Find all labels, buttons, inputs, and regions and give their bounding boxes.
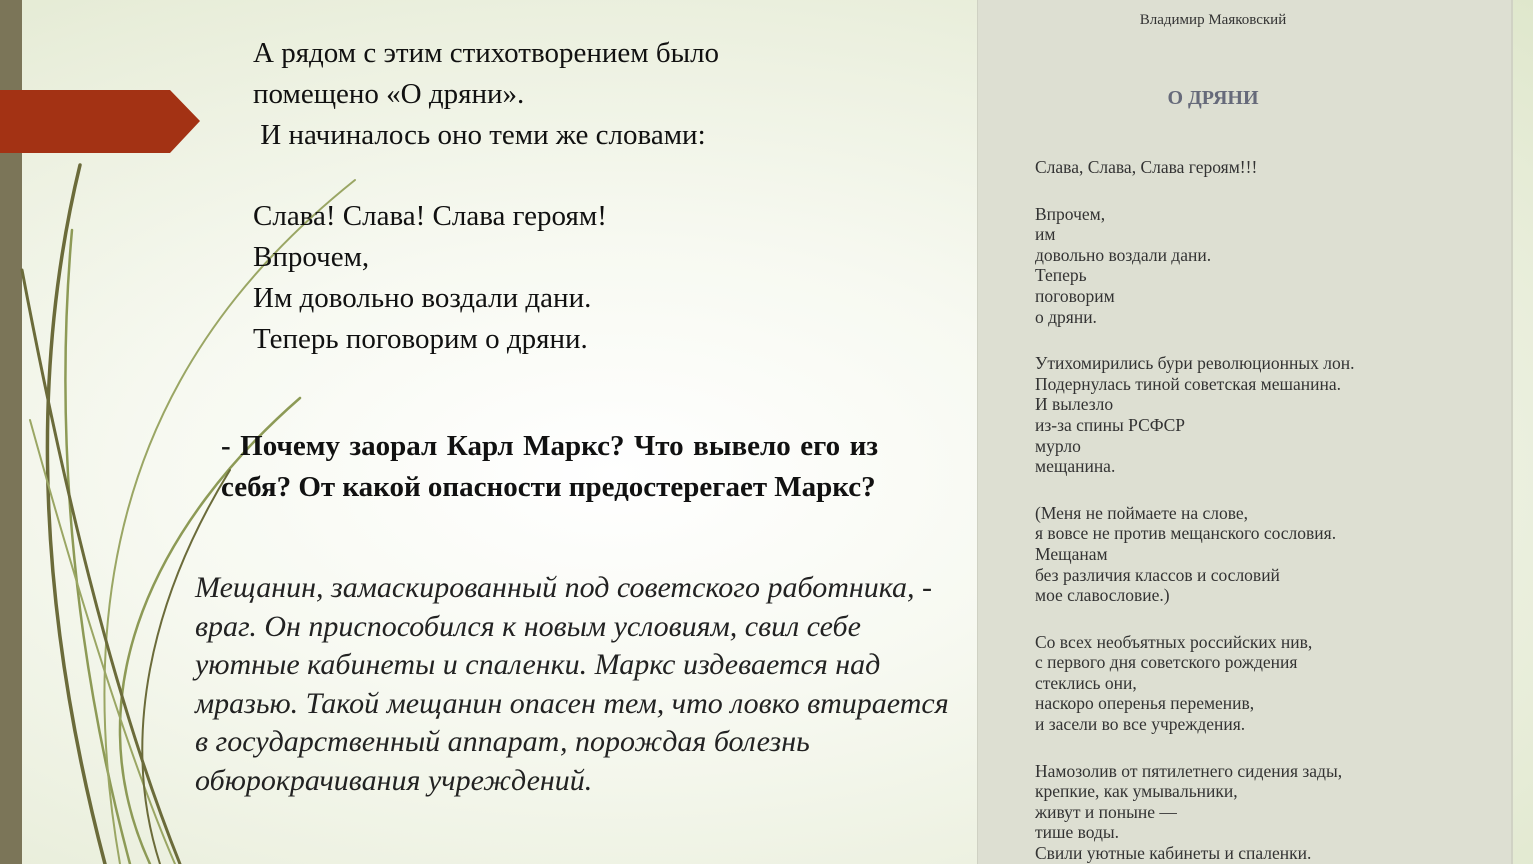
poem-line: Свили уютные кабинеты и спаленки. bbox=[1035, 843, 1312, 864]
poem-line: я вовсе не против мещанского сословия. bbox=[1035, 523, 1337, 544]
poem-page-image bbox=[977, 0, 1513, 864]
poem-line: Впрочем, bbox=[1035, 203, 1106, 224]
verse-line: Впрочем, bbox=[253, 241, 370, 273]
poem-line: из-за спины РСФСР bbox=[1035, 414, 1186, 435]
poem-text bbox=[1035, 157, 1505, 864]
intro-line: И начиналось оно теми же словами: bbox=[253, 119, 706, 151]
poem-line: Мещанам bbox=[1035, 543, 1108, 564]
poem-line: довольно воздали дани. bbox=[1035, 244, 1212, 265]
intro-line: помещено «О дряни». bbox=[253, 78, 525, 110]
intro-line: А рядом с этим стихотворением было bbox=[253, 37, 720, 69]
poem-stanza bbox=[1035, 503, 1505, 606]
poem-stanza bbox=[1035, 353, 1505, 477]
poem-line: живут и поныне — bbox=[1035, 801, 1177, 822]
poem-line: мое славословие.) bbox=[1035, 585, 1170, 606]
verse-line: Слава! Слава! Слава героям! bbox=[253, 200, 607, 232]
intro-paragraph bbox=[253, 33, 953, 156]
verse-line: Им довольно воздали дани. bbox=[253, 282, 592, 314]
poem-author: Владимир Маяковский bbox=[1139, 12, 1287, 28]
poem-line: Подернулась тиной советская мешанина. bbox=[1035, 373, 1341, 394]
poem-stanza bbox=[1035, 761, 1505, 864]
poem-line: с первого дня советского рождения bbox=[1035, 652, 1298, 673]
quoted-verse bbox=[253, 196, 953, 360]
poem-line: о дряни. bbox=[1035, 306, 1097, 327]
poem-title: О ДРЯНИ bbox=[1167, 87, 1259, 109]
poem-line: (Меня не поймаете на слове, bbox=[1035, 502, 1249, 523]
answer-paragraph: Мещанин, замаскированный под советского работника, - враг. Он приспособился к новым условиям, свил себе уютные кабинеты и спаленки. Маркс издевается над мразью. Такой мещанин опасен тем, что ловко втирается в государственный аппарат, порождая болезнь обюрокрачивания учреждений. bbox=[195, 571, 949, 797]
poem-line: поговорим bbox=[1035, 285, 1115, 306]
poem-line: Теперь bbox=[1035, 265, 1087, 286]
poem-line: мурло bbox=[1035, 435, 1081, 456]
poem-line: тише воды. bbox=[1035, 822, 1120, 843]
discussion-question: - Почему заорал Карл Маркс? Что вывело его из себя? От какой опасности предостерегает Маркс? bbox=[221, 430, 878, 503]
poem-line: крепкие, как умывальники, bbox=[1035, 781, 1238, 802]
poem-line: Намозолив от пятилетнего сидения зады, bbox=[1035, 760, 1343, 781]
poem-line: им bbox=[1035, 224, 1056, 245]
poem-line: Слава, Слава, Слава героям!!! bbox=[1035, 157, 1258, 177]
poem-line: стеклись они, bbox=[1035, 672, 1137, 693]
poem-line: Со всех необъятных российских нив, bbox=[1035, 631, 1313, 652]
poem-stanza bbox=[1035, 157, 1505, 178]
poem-line: мещанина. bbox=[1035, 456, 1116, 477]
verse-line: Теперь поговорим о дряни. bbox=[253, 323, 588, 355]
poem-stanza bbox=[1035, 632, 1505, 735]
poem-line: наскоро оперенья переменив, bbox=[1035, 693, 1255, 714]
poem-line: Утихомирились бури революционных лон. bbox=[1035, 353, 1355, 374]
poem-line: И вылезло bbox=[1035, 394, 1114, 415]
poem-stanza bbox=[1035, 204, 1505, 328]
poem-line: и засели во все учреждения. bbox=[1035, 714, 1246, 735]
poem-line: без различия классов и сословий bbox=[1035, 564, 1280, 585]
red-arrow-shape bbox=[0, 90, 200, 153]
